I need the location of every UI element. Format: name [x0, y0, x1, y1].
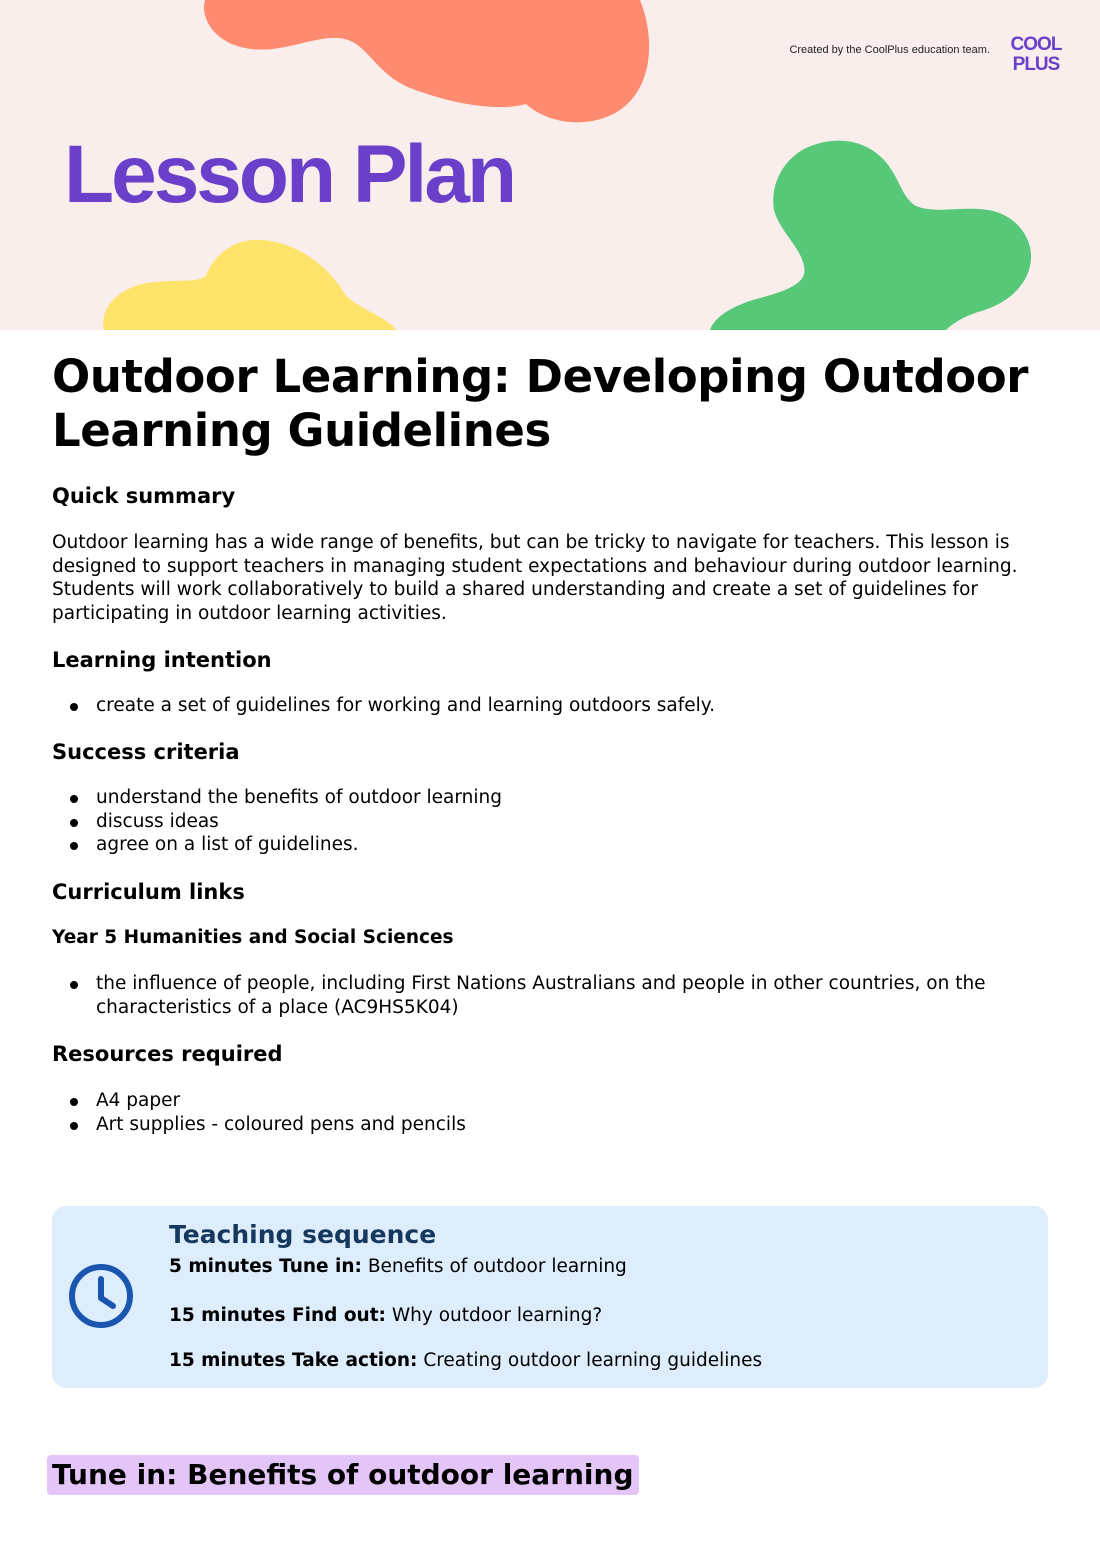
- list-item-text: create a set of guidelines for working and learning outdoors safely.: [96, 695, 715, 716]
- list-item: [52, 972, 1032, 1019]
- bullet-icon: [70, 795, 78, 803]
- list-item: [52, 1113, 1032, 1137]
- sequence-row-text: Why outdoor learning?: [391, 1305, 603, 1326]
- list-item: [52, 810, 1032, 834]
- list-item: [52, 786, 1032, 810]
- resources-heading: Resources required: [52, 1042, 283, 1066]
- green-blob: [710, 141, 1031, 330]
- list-item-text: discuss ideas: [96, 810, 219, 832]
- learning-intention-list: [52, 694, 1032, 718]
- hero-title: Lesson Plan: [64, 129, 515, 220]
- teaching-sequence-panel: [52, 1206, 1048, 1388]
- success-criteria-list: [52, 786, 1032, 857]
- page-title: Outdoor Learning: Developing Outdoor Learning Guidelines: [52, 350, 1029, 457]
- orange-blob: [204, 0, 649, 122]
- quick-summary-text: Outdoor learning has a wide range of benefits, but can be tricky to navigate for teachers. This lesson is designed to support teachers in managing student expectations and behaviour during outdoor learning. Students will work collaboratively to build a shared understanding and create a set of guidelines for participating in outdoor learning activities.: [52, 532, 1018, 624]
- list-item: [52, 1089, 1032, 1113]
- success-criteria-heading: Success criteria: [52, 740, 240, 764]
- list-item-text: the influence of people, including First Nations Australians and people in other countries, on the characteristics of a place (AC9HS5K04): [96, 973, 986, 1018]
- yellow-blob: [103, 240, 396, 330]
- list-item-text: Art supplies - coloured pens and pencils: [96, 1113, 466, 1135]
- bullet-icon: [70, 1122, 78, 1130]
- bullet-icon: [70, 842, 78, 850]
- sequence-row-text: Creating outdoor learning guidelines: [423, 1350, 763, 1371]
- list-item: [52, 833, 1032, 857]
- logo-line2: PLUS: [1012, 54, 1060, 74]
- lesson-content: [52, 350, 1052, 1135]
- curriculum-subheading: Year 5 Humanities and Social Sciences: [52, 927, 454, 948]
- curriculum-links-heading: Curriculum links: [52, 880, 245, 904]
- logo-line1: COOL: [1010, 34, 1062, 55]
- credit-text: Created by the CoolPlus education team.: [789, 44, 990, 56]
- teaching-sequence-title: Teaching sequence: [169, 1220, 437, 1249]
- quick-summary-heading: Quick summary: [52, 484, 236, 508]
- hero-banner: [0, 0, 1100, 330]
- clock-icon: [67, 1262, 135, 1330]
- tune-in-heading: Tune in: Benefits of outdoor learning: [47, 1455, 639, 1495]
- curriculum-list: [52, 972, 1032, 1019]
- bullet-icon: [70, 819, 78, 827]
- list-item: [52, 694, 1032, 718]
- list-item-text: agree on a list of guidelines.: [96, 834, 359, 855]
- list-item-text: A4 paper: [96, 1090, 181, 1111]
- sequence-row: [169, 1350, 762, 1371]
- bullet-icon: [70, 1098, 78, 1106]
- sequence-row: [169, 1305, 602, 1326]
- bullet-icon: [70, 981, 78, 989]
- sequence-row-label: 15 minutes Find out:: [169, 1305, 386, 1326]
- coolplus-logo: [1002, 32, 1070, 74]
- bullet-icon: [70, 703, 78, 711]
- sequence-row-label: 5 minutes Tune in:: [169, 1256, 362, 1277]
- sequence-row-label: 15 minutes Take action:: [169, 1350, 418, 1371]
- sequence-row: [169, 1256, 627, 1277]
- learning-intention-heading: Learning intention: [52, 648, 272, 672]
- sequence-row-text: Benefits of outdoor learning: [367, 1256, 627, 1277]
- resources-list: [52, 1089, 1032, 1136]
- list-item-text: understand the benefits of outdoor learning: [96, 787, 503, 808]
